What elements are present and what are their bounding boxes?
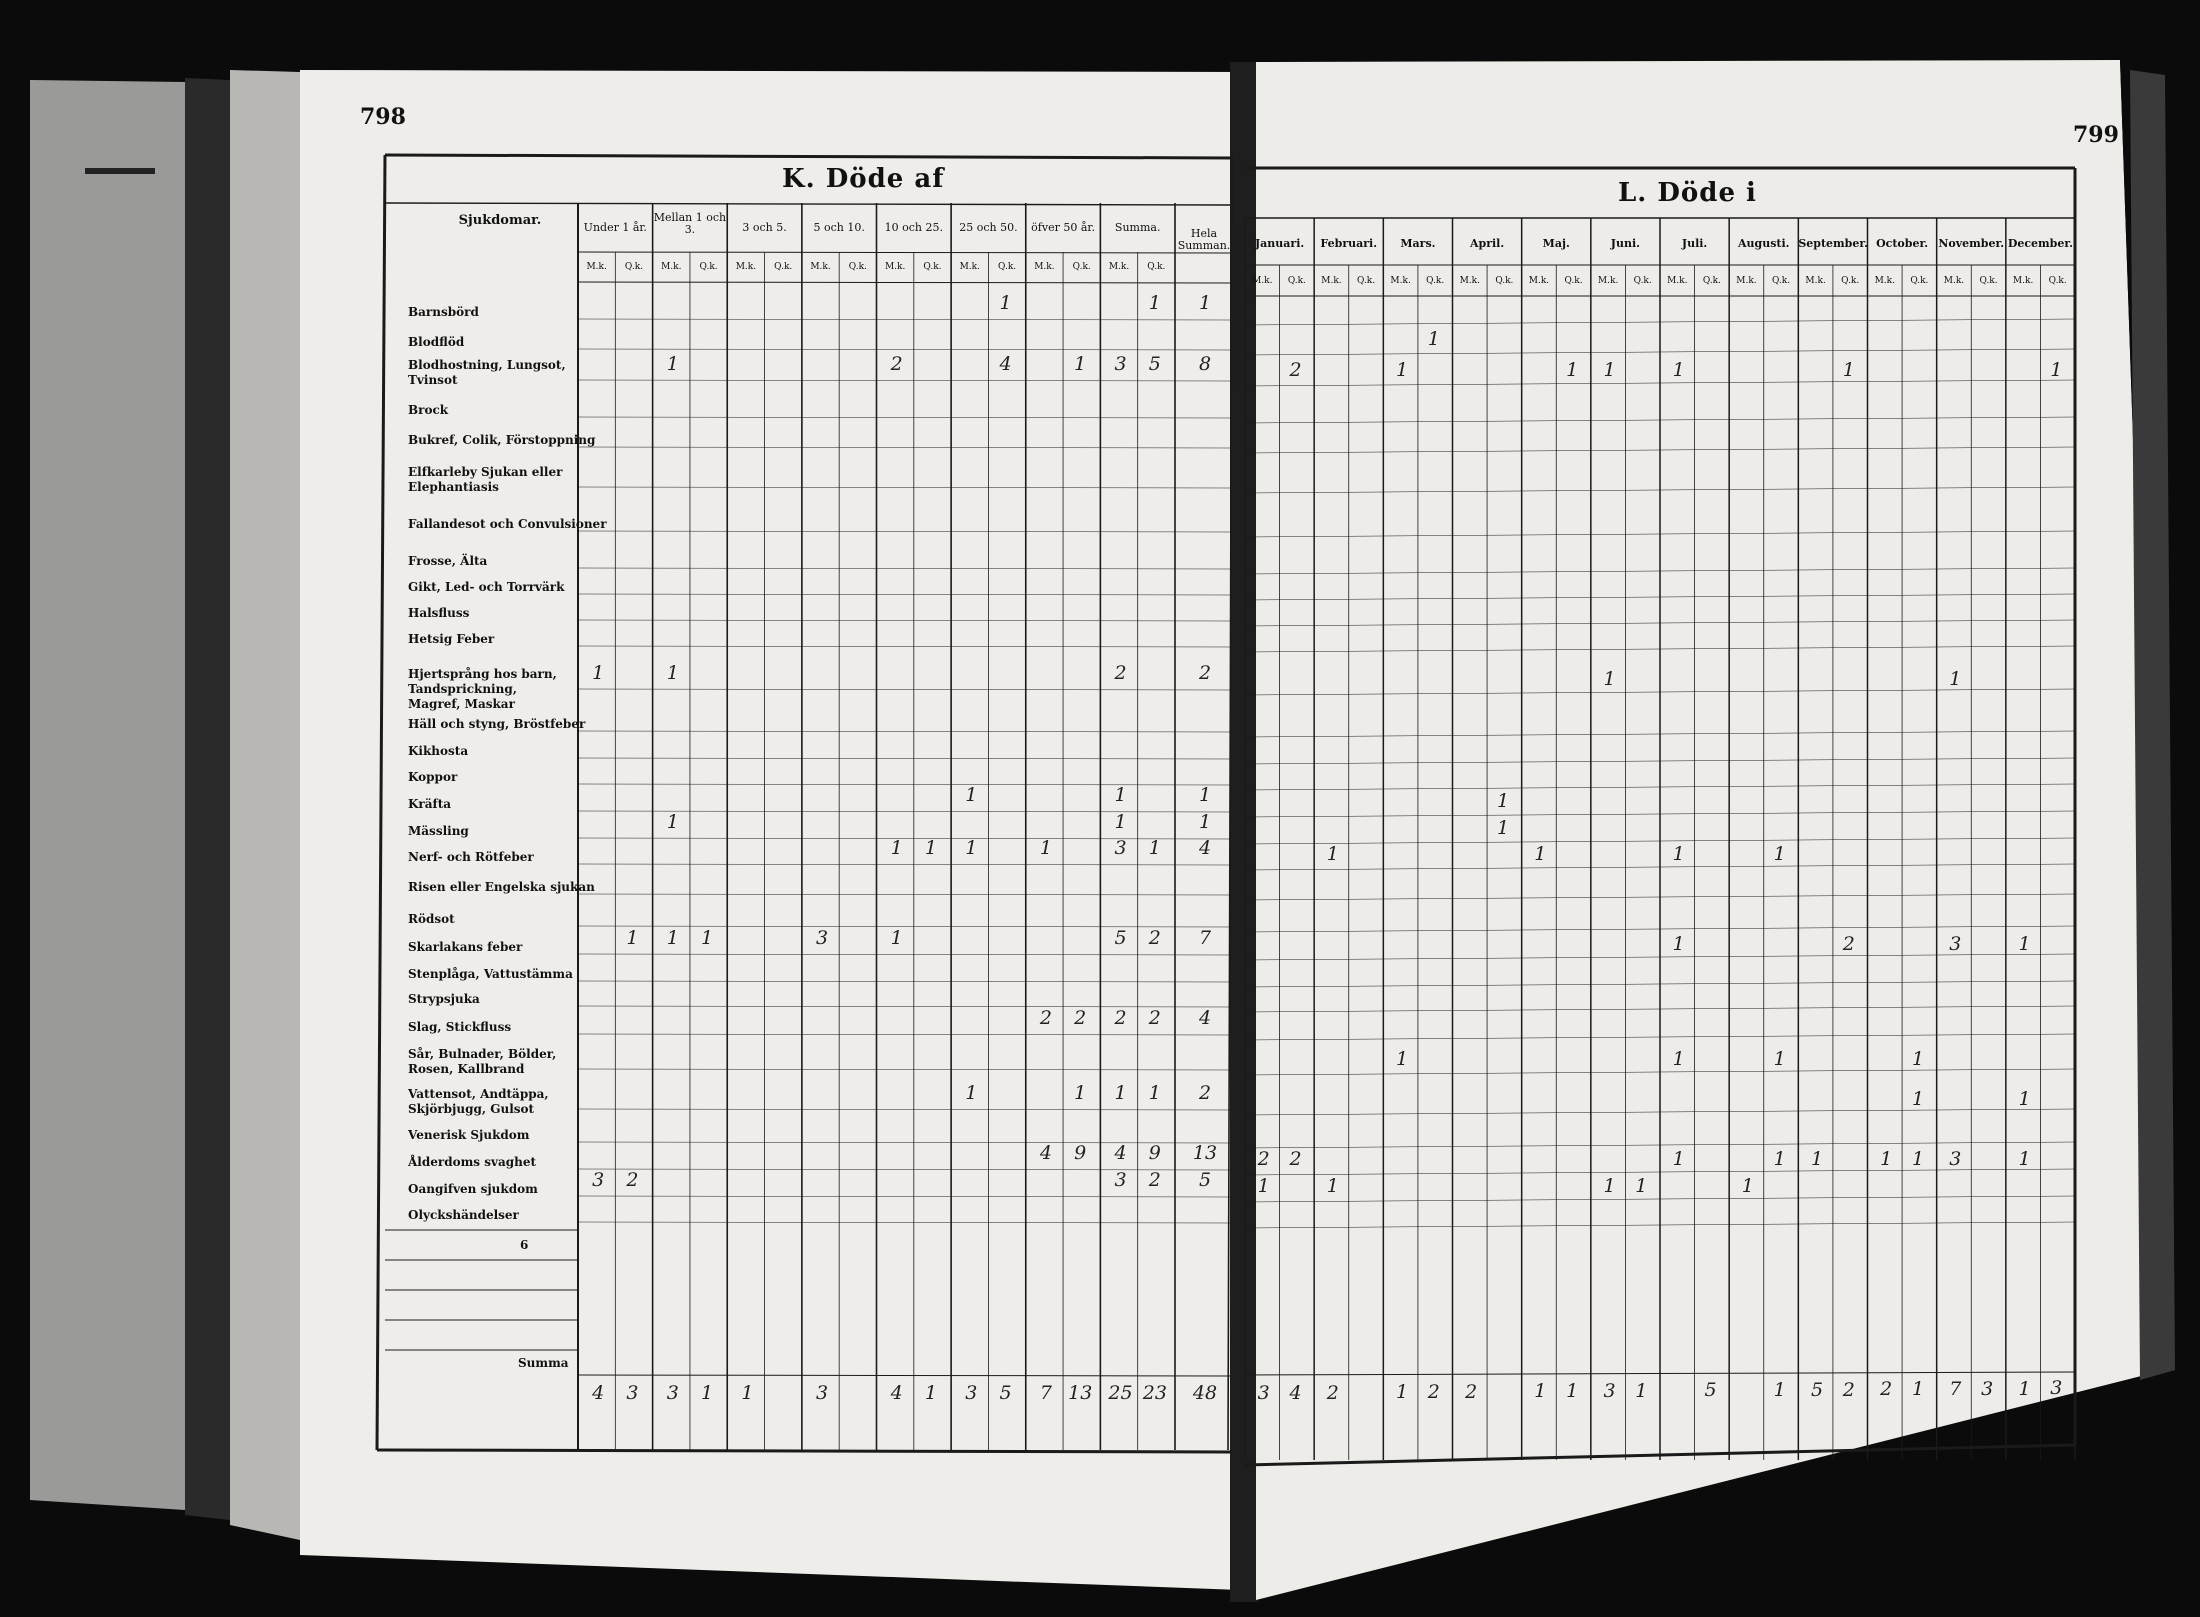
- mk-header: M.k.: [1108, 262, 1130, 272]
- age-header: 3 och 5.: [742, 221, 787, 234]
- sum-entry: 3: [815, 1381, 829, 1404]
- mk-header: M.k.: [1667, 276, 1688, 286]
- disease-row-label: Olyckshändelser: [408, 1208, 519, 1222]
- handwritten-entry: 3: [1114, 836, 1127, 859]
- sum-entry: 2: [1842, 1378, 1855, 1401]
- sum-entry: 3: [666, 1381, 679, 1404]
- sum-entry: 1: [2018, 1377, 2031, 1400]
- handwritten-entry: 1: [701, 926, 714, 949]
- handwritten-entry: 1: [1911, 1087, 1925, 1110]
- page-number-right: 799: [2073, 122, 2119, 148]
- sum-entry: 7: [1949, 1377, 1962, 1400]
- handwritten-entry: 1: [2018, 1087, 2031, 1110]
- mk-header: M.k.: [1390, 276, 1411, 286]
- handwritten-entry: 1: [1534, 842, 1547, 865]
- handwritten-entry: 1: [666, 661, 679, 684]
- handwritten-entry: 1: [592, 661, 605, 684]
- handwritten-entry: 1: [1326, 1174, 1339, 1197]
- sum-entry: 25: [1108, 1381, 1133, 1404]
- disease-row-label: Elfkarleby Sjukan eller Elephantiasis: [408, 465, 563, 494]
- handwritten-entry: 1: [666, 352, 679, 375]
- handwritten-entry: 1: [1672, 358, 1685, 381]
- sum-entry: 13: [1068, 1381, 1093, 1404]
- month-header: Mars.: [1400, 237, 1436, 250]
- handwritten-entry: 1: [965, 783, 978, 806]
- sum-entry: 3: [1603, 1379, 1616, 1402]
- disease-row-label: Hjertsprång hos barn, Tandsprickning, Magref, Maskar: [408, 667, 557, 711]
- handwritten-entry: 2: [1148, 1006, 1161, 1029]
- qk-header: Q.k.: [1426, 276, 1445, 286]
- month-header: September.: [1798, 237, 1868, 250]
- disease-column-header: Sjukdomar.: [458, 213, 542, 228]
- disease-row-label: Kräfta: [408, 797, 452, 811]
- disease-row-label: Halsfluss: [408, 606, 470, 620]
- month-header: October.: [1876, 237, 1929, 250]
- handwritten-entry: 2: [1114, 661, 1127, 684]
- handwritten-entry: 1: [626, 926, 639, 949]
- handwritten-entry: 1: [1842, 358, 1855, 381]
- sum-entry: 1: [1911, 1377, 1925, 1400]
- disease-row-label: Sår, Bulnader, Bölder, Rosen, Kallbrand: [408, 1047, 557, 1076]
- handwritten-entry: 1: [1496, 789, 1510, 812]
- qk-header: Q.k.: [1564, 276, 1583, 286]
- handwritten-entry: 3: [815, 926, 829, 949]
- mk-header: M.k.: [1252, 276, 1273, 286]
- handwritten-entry: 1: [999, 291, 1012, 314]
- handwritten-entry: 4: [1114, 1141, 1127, 1164]
- handwritten-entry: 1: [1603, 667, 1616, 690]
- month-header: Juni.: [1610, 237, 1641, 250]
- disease-row-label: Häll och styng, Bröstfeber: [408, 717, 586, 731]
- sum-entry: 3: [626, 1381, 639, 1404]
- qk-header: Q.k.: [699, 262, 718, 272]
- qk-header: Q.k.: [1771, 276, 1791, 286]
- disease-row-label: Koppor: [408, 770, 458, 784]
- sum-entry: 1: [741, 1381, 754, 1404]
- handwritten-entry: 1: [2018, 1147, 2031, 1170]
- mk-header: M.k.: [1528, 276, 1550, 286]
- month-header: Maj.: [1542, 237, 1570, 250]
- sum-entry: 5: [1810, 1378, 1824, 1401]
- sum-entry: 3: [2050, 1377, 2063, 1400]
- mk-header: M.k.: [661, 262, 682, 272]
- age-header: 5 och 10.: [813, 221, 865, 234]
- handwritten-entry: 1: [1198, 291, 1212, 314]
- qk-header: Q.k.: [1633, 276, 1652, 286]
- qk-header: Q.k.: [1072, 262, 1091, 272]
- disease-row-label: Brock: [408, 403, 449, 417]
- handwritten-entry: 4: [1198, 1006, 1212, 1029]
- handwritten-entry: 1: [1257, 1174, 1270, 1197]
- handwritten-entry: 2: [1198, 661, 1212, 684]
- handwritten-entry: 1: [965, 1081, 978, 1104]
- handwritten-entry: 1: [1911, 1047, 1925, 1070]
- sum-entry: 1: [924, 1381, 938, 1404]
- disease-row-label: Risen eller Engelska sjukan: [408, 880, 595, 894]
- mk-header: M.k.: [1321, 276, 1342, 286]
- handwritten-entry: 2: [1148, 1168, 1161, 1191]
- month-header: Januari.: [1254, 237, 1305, 250]
- handwritten-entry: 1: [1198, 783, 1212, 806]
- handwritten-entry: 1: [1773, 1147, 1786, 1170]
- handwritten-entry: 3: [1114, 352, 1127, 375]
- handwritten-entry: 1: [1395, 1047, 1409, 1070]
- handwritten-entry: 13: [1192, 1141, 1218, 1164]
- handwritten-entry: 5: [1198, 1168, 1212, 1191]
- handwritten-entry: 9: [1074, 1141, 1087, 1164]
- disease-row-label: Blodflöd: [408, 335, 465, 349]
- handwritten-entry: 1: [2050, 358, 2063, 381]
- sum-entry: 3: [1981, 1377, 1994, 1400]
- age-header: Summa.: [1114, 221, 1161, 234]
- page-number-left: 798: [360, 104, 406, 130]
- sum-entry: 2: [1465, 1380, 1478, 1403]
- handwritten-entry: 3: [1949, 932, 1962, 955]
- qk-header: Q.k.: [1356, 276, 1376, 286]
- handwritten-entry: 3: [1949, 1147, 1962, 1170]
- sum-entry: 23: [1142, 1381, 1167, 1404]
- handwritten-entry: 4: [1039, 1141, 1052, 1164]
- right-table-title: L. Döde i: [1618, 178, 1757, 208]
- handwritten-entry: 1: [890, 926, 903, 949]
- mk-header: M.k.: [1597, 276, 1619, 286]
- qk-header: Q.k.: [923, 262, 942, 272]
- sum-entry: 2: [1880, 1378, 1893, 1401]
- handwritten-entry: 1: [1773, 1047, 1786, 1070]
- handwritten-entry: 1: [1672, 1047, 1685, 1070]
- handwritten-entry: 2: [1198, 1081, 1212, 1104]
- handwritten-entry: 1: [1074, 1081, 1087, 1104]
- disease-row-label: Vattensot, Andtäppa, Skjörbjugg, Gulsot: [408, 1087, 549, 1116]
- sum-entry: 5: [1704, 1379, 1717, 1402]
- handwritten-entry: 1: [1880, 1147, 1893, 1170]
- sum-entry: 1: [1395, 1380, 1409, 1403]
- sum-entry: 2: [1427, 1380, 1440, 1403]
- handwritten-entry: 1: [1949, 667, 1962, 690]
- handwritten-entry: 1: [1672, 842, 1685, 865]
- qk-header: Q.k.: [1147, 262, 1166, 272]
- age-header: öfver 50 år.: [1031, 221, 1095, 234]
- handwritten-entry: 1: [1741, 1174, 1754, 1197]
- mk-header: M.k.: [1736, 276, 1757, 286]
- sum-entry: 5: [999, 1381, 1012, 1404]
- handwritten-entry: 5: [1114, 926, 1127, 949]
- sum-row-label: Summa: [518, 1356, 569, 1370]
- age-header: Mellan 1 och 3.: [653, 211, 727, 236]
- disease-row-label: Ålderdoms svaghet: [408, 1155, 537, 1169]
- month-header: Juli.: [1681, 237, 1708, 250]
- handwritten-entry: 1: [666, 810, 679, 833]
- mk-header: M.k.: [810, 262, 831, 272]
- sum-entry: 48: [1192, 1381, 1218, 1404]
- handwritten-entry: 2: [1257, 1147, 1270, 1170]
- sum-entry: 3: [965, 1381, 978, 1404]
- disease-row-label: Stenplåga, Vattustämma: [408, 967, 573, 981]
- total-header: Hela Summan.: [1177, 227, 1231, 252]
- handwritten-entry: 1: [1395, 358, 1409, 381]
- handwritten-entry: 5: [1148, 352, 1161, 375]
- handwritten-entry: 1: [1114, 1081, 1127, 1104]
- qk-header: Q.k.: [1979, 276, 1998, 286]
- mk-header: M.k.: [1034, 262, 1055, 272]
- handwritten-entry: 1: [1114, 783, 1127, 806]
- disease-row-label: Skarlakans feber: [408, 940, 523, 954]
- month-header: April.: [1469, 237, 1505, 250]
- handwritten-entry: 4: [999, 352, 1012, 375]
- mk-header: M.k.: [1874, 276, 1895, 286]
- handwritten-entry: 1: [1810, 1147, 1824, 1170]
- handwritten-entry: 1: [1326, 842, 1339, 865]
- handwritten-entry: 1: [1496, 816, 1510, 839]
- disease-row-label: Barnsbörd: [408, 305, 479, 319]
- sum-entry: 1: [1566, 1379, 1579, 1402]
- qk-header: Q.k.: [1702, 276, 1721, 286]
- handwritten-entry: 9: [1148, 1141, 1161, 1164]
- disease-row-label: Hetsig Feber: [408, 632, 495, 646]
- sum-entry: 1: [1773, 1378, 1786, 1401]
- sum-entry: 2: [1326, 1381, 1339, 1404]
- handwritten-entry: 8: [1198, 352, 1212, 375]
- sum-entry: 1: [701, 1381, 714, 1404]
- left-table-title: K. Döde af: [782, 164, 945, 194]
- qk-header: Q.k.: [1287, 276, 1306, 286]
- age-header: Under 1 år.: [583, 221, 647, 234]
- month-header: Augusti.: [1737, 237, 1790, 250]
- blank-row-mark: 6: [520, 1238, 529, 1252]
- handwritten-entry: 1: [2018, 932, 2031, 955]
- mk-header: M.k.: [2012, 276, 2034, 286]
- disease-row-label: Gikt, Led- och Torrvärk: [408, 580, 565, 594]
- sum-entry: 7: [1039, 1381, 1052, 1404]
- handwritten-entry: 1: [1773, 842, 1786, 865]
- mk-header: M.k.: [1459, 276, 1480, 286]
- disease-row-label: Venerisk Sjukdom: [408, 1128, 530, 1142]
- qk-header: Q.k.: [2048, 276, 2067, 286]
- handwritten-entry: 1: [1603, 1174, 1616, 1197]
- sum-entry: 4: [1289, 1381, 1302, 1404]
- mk-header: M.k.: [1943, 276, 1965, 286]
- month-header: Februari.: [1320, 237, 1378, 250]
- handwritten-entry: 2: [1289, 358, 1302, 381]
- handwritten-entry: 1: [1114, 810, 1127, 833]
- handwritten-entry: 1: [1911, 1147, 1925, 1170]
- handwritten-entry: 1: [1198, 810, 1212, 833]
- handwritten-entry: 4: [1198, 836, 1212, 859]
- mk-header: M.k.: [1805, 276, 1826, 286]
- handwritten-entry: 2: [1039, 1006, 1052, 1029]
- qk-header: Q.k.: [1910, 276, 1929, 286]
- handwritten-entry: 7: [1198, 926, 1212, 949]
- handwritten-entry: 2: [1074, 1006, 1087, 1029]
- qk-header: Q.k.: [1495, 276, 1514, 286]
- disease-row-label: Oangifven sjukdom: [408, 1182, 538, 1196]
- age-header: 10 och 25.: [884, 221, 943, 234]
- month-header: December.: [2007, 237, 2073, 250]
- qk-header: Q.k.: [998, 262, 1017, 272]
- qk-header: Q.k.: [1841, 276, 1860, 286]
- sum-entry: 4: [890, 1381, 903, 1404]
- handwritten-entry: 1: [666, 926, 679, 949]
- mk-header: M.k.: [586, 262, 607, 272]
- mk-header: M.k.: [959, 262, 980, 272]
- disease-row-label: Kikhosta: [408, 744, 469, 758]
- handwritten-entry: 1: [1148, 291, 1161, 314]
- handwritten-entry: 2: [1148, 926, 1161, 949]
- disease-row-label: Bukref, Colik, Förstoppning: [408, 433, 596, 447]
- handwritten-entry: 2: [626, 1168, 639, 1191]
- mk-header: M.k.: [735, 262, 757, 272]
- handwritten-entry: 1: [965, 836, 978, 859]
- handwritten-entry: 1: [890, 836, 903, 859]
- sum-entry: 3: [1257, 1381, 1270, 1404]
- handwritten-entry: 1: [1672, 1147, 1685, 1170]
- qk-header: Q.k.: [774, 262, 793, 272]
- handwritten-entry: 1: [1039, 836, 1052, 859]
- sum-entry: 1: [1635, 1379, 1648, 1402]
- handwritten-entry: 1: [1074, 352, 1087, 375]
- handwritten-entry: 1: [1427, 327, 1440, 350]
- disease-row-label: Frosse, Älta: [408, 554, 488, 568]
- month-header: November.: [1938, 237, 2005, 250]
- disease-row-label: Fallandesot och Convulsioner: [408, 517, 607, 531]
- age-header: 25 och 50.: [959, 221, 1018, 234]
- handwritten-entry: 1: [1148, 836, 1161, 859]
- handwritten-entry: 1: [1566, 358, 1579, 381]
- disease-row-label: Nerf- och Rötfeber: [408, 850, 534, 864]
- handwritten-entry: 1: [1672, 932, 1685, 955]
- handwritten-entry: 1: [924, 836, 938, 859]
- grid-line: [377, 1450, 1232, 1452]
- disease-row-label: Mässling: [408, 824, 469, 838]
- handwritten-entry: 2: [890, 352, 903, 375]
- mk-header: M.k.: [884, 262, 906, 272]
- handwritten-entry: 3: [592, 1168, 605, 1191]
- handwritten-entry: 1: [1635, 1174, 1648, 1197]
- qk-header: Q.k.: [848, 262, 867, 272]
- disease-row-label: Rödsot: [408, 912, 455, 926]
- disease-row-label: Strypsjuka: [408, 992, 480, 1006]
- sum-entry: 1: [1534, 1380, 1547, 1403]
- handwritten-entry: 2: [1114, 1006, 1127, 1029]
- disease-row-label: Blodhostning, Lungsot, Tvinsot: [408, 358, 566, 387]
- handwritten-entry: 2: [1842, 932, 1855, 955]
- sum-entry: 4: [592, 1381, 605, 1404]
- qk-header: Q.k.: [624, 262, 644, 272]
- handwritten-entry: 3: [1114, 1168, 1127, 1191]
- handwritten-entry: 1: [1148, 1081, 1161, 1104]
- disease-row-label: Slag, Stickfluss: [408, 1020, 512, 1034]
- handwritten-entry: 2: [1289, 1147, 1302, 1170]
- handwritten-entry: 1: [1603, 358, 1616, 381]
